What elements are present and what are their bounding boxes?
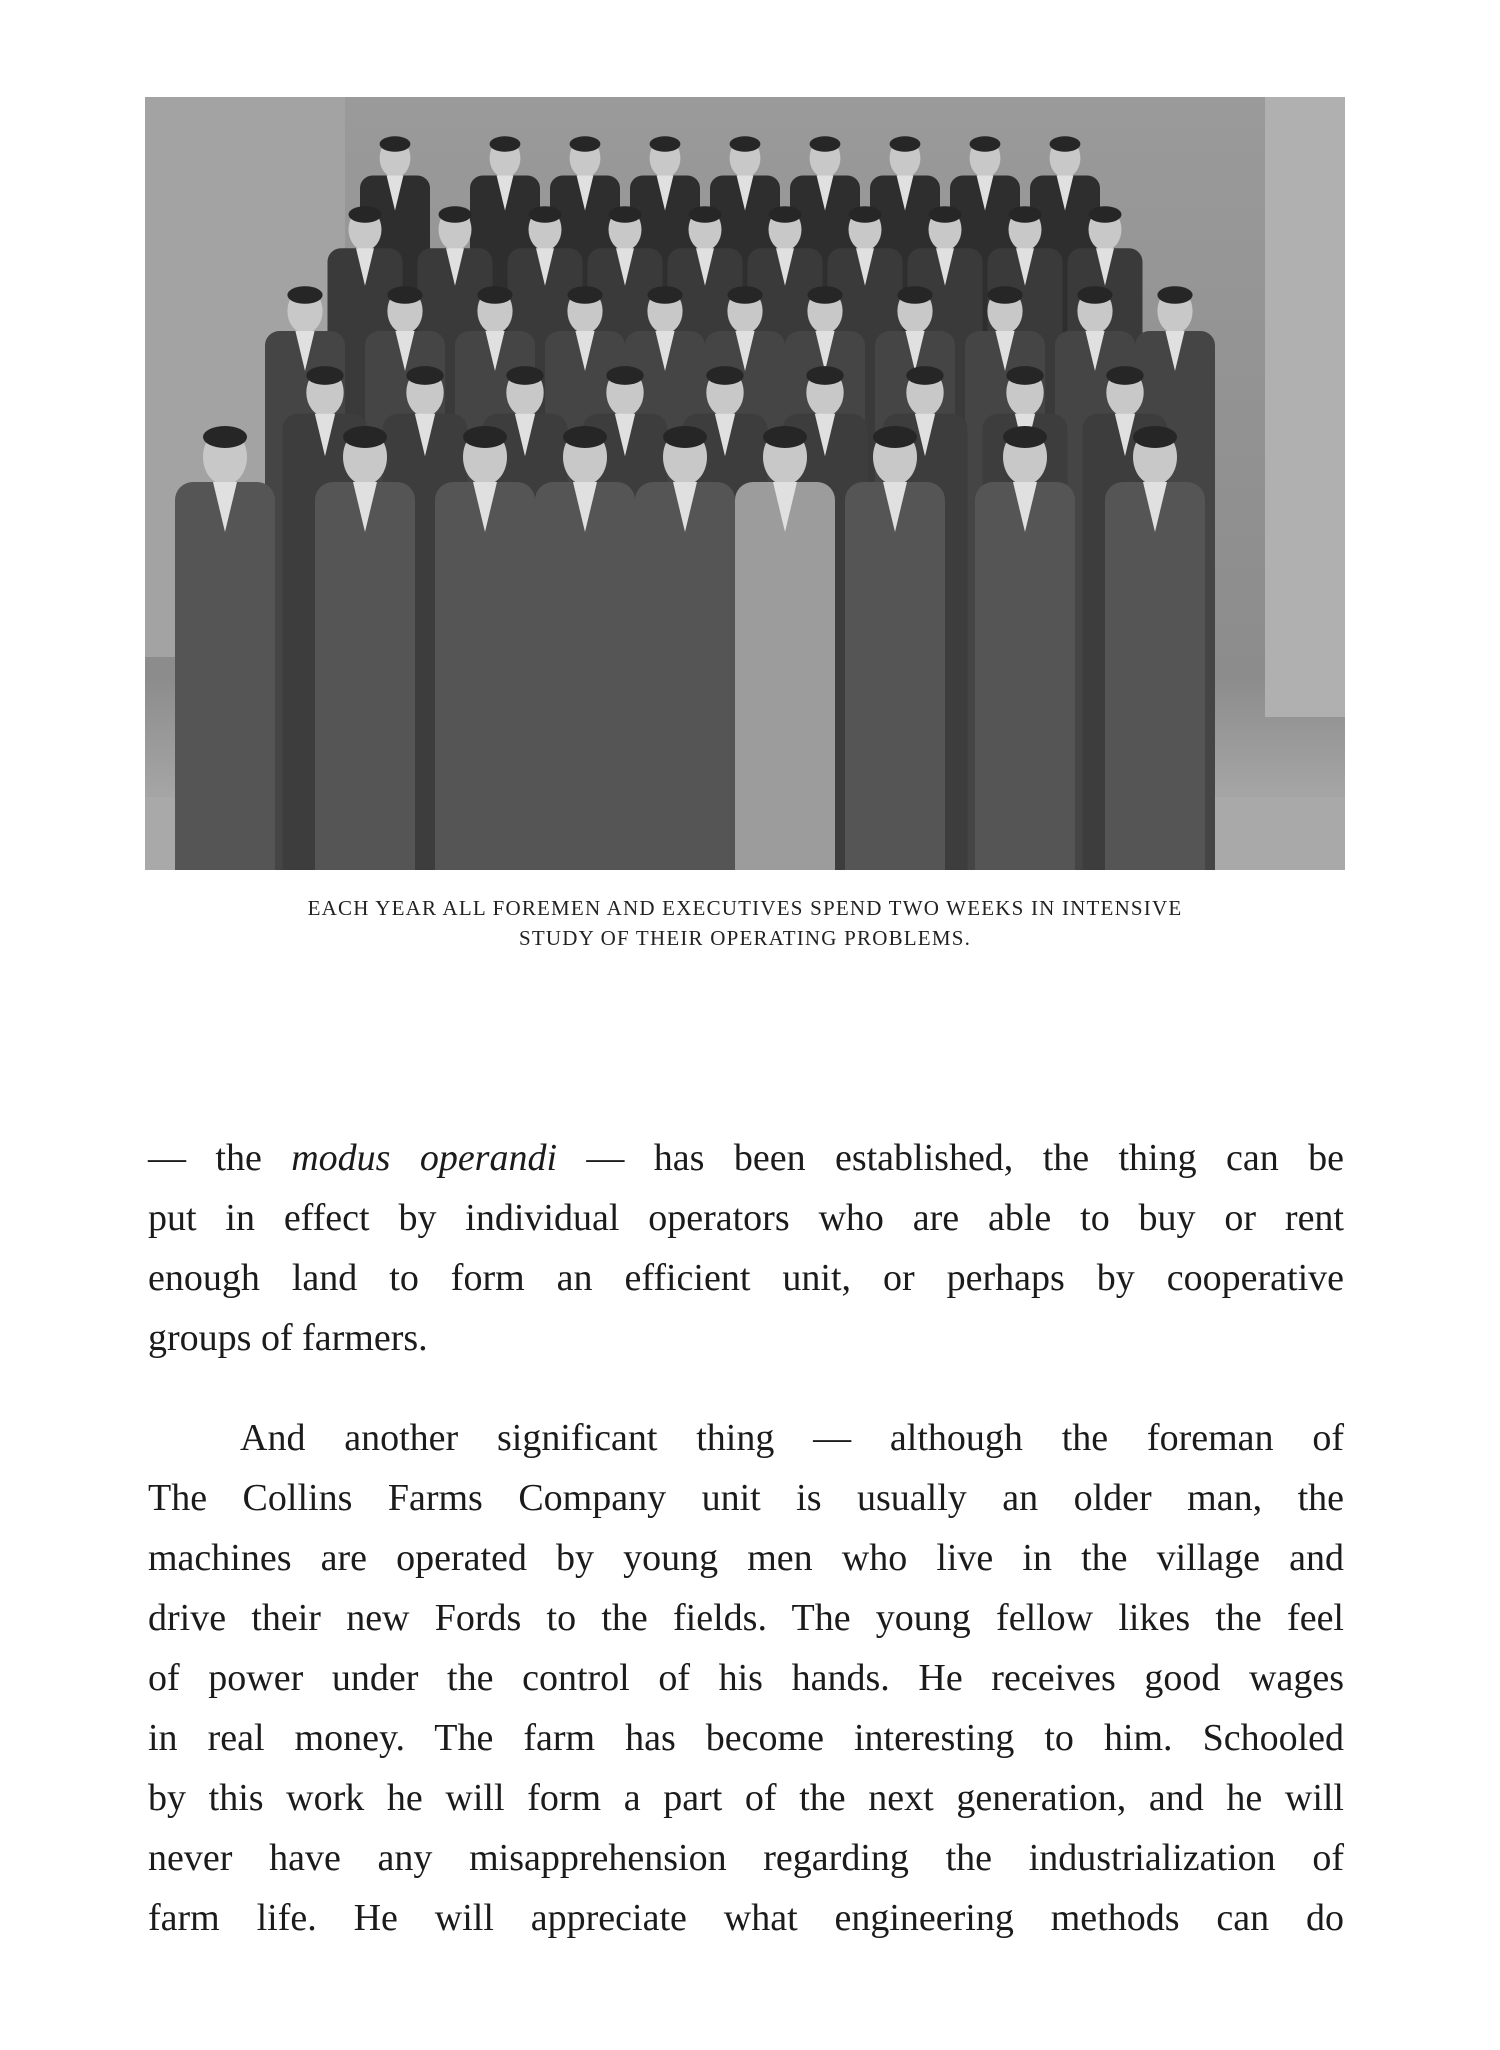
paragraph-1-line-2: put in effect by individual operators who are able to buy or rent: [148, 1197, 1344, 1239]
person-hair: [349, 206, 382, 223]
person-hair: [1006, 366, 1043, 385]
paragraph-1-line-3: enough land to form an efficient unit, or perhaps by cooperative: [148, 1257, 1344, 1299]
person-hair: [647, 286, 682, 304]
person-hair: [563, 426, 607, 448]
person-hair: [1050, 136, 1081, 151]
person-hair: [1009, 206, 1042, 223]
text-segment: — has been established, the thing can be: [557, 1137, 1344, 1179]
person-hair: [380, 136, 411, 151]
person-hair: [807, 286, 842, 304]
person-hair: [306, 366, 343, 385]
person-hair: [987, 286, 1022, 304]
person-hair: [806, 366, 843, 385]
person-hair: [490, 136, 521, 151]
person-hair: [606, 366, 643, 385]
person-hair: [1106, 366, 1143, 385]
person-hair: [663, 426, 707, 448]
caption-line-1: EACH YEAR ALL FOREMEN AND EXECUTIVES SPEND TWO WEEKS IN INTENSIVE: [307, 896, 1183, 920]
person-hair: [203, 426, 247, 448]
paragraph-2-line-5: of power under the control of his hands. He receives good wages: [148, 1657, 1344, 1699]
person-hair: [906, 366, 943, 385]
person-body: [535, 482, 635, 870]
paragraph-1-line-1: [148, 1135, 1344, 1181]
person-hair: [529, 206, 562, 223]
caption-line-2: STUDY OF THEIR OPERATING PROBLEMS.: [518, 926, 972, 950]
person-hair: [387, 286, 422, 304]
person-hair: [287, 286, 322, 304]
italic-phrase: modus operandi: [291, 1137, 558, 1179]
person-hair: [1133, 426, 1177, 448]
person-body: [1105, 482, 1205, 870]
person-hair: [1077, 286, 1112, 304]
person-hair: [873, 426, 917, 448]
person-hair: [650, 136, 681, 151]
photo-caption: [140, 893, 1350, 953]
person-hair: [1003, 426, 1047, 448]
person-hair: [929, 206, 962, 223]
person-hair: [897, 286, 932, 304]
paragraph-2-line-6: in real money. The farm has become interesting to him. Schooled: [148, 1717, 1344, 1759]
person-hair: [506, 366, 543, 385]
photo-wall-right: [1265, 97, 1345, 717]
person-body: [315, 482, 415, 870]
paragraph-2-line-4: drive their new Fords to the fields. The young fellow likes the feel: [148, 1597, 1344, 1639]
person-hair: [1157, 286, 1192, 304]
person-hair: [609, 206, 642, 223]
person-hair: [890, 136, 921, 151]
paragraph-2-line-8: never have any misapprehension regarding the industrialization of: [148, 1837, 1344, 1879]
text-segment: — the: [148, 1137, 292, 1179]
group-photo: [145, 97, 1345, 870]
person-hair: [769, 206, 802, 223]
person-hair: [1089, 206, 1122, 223]
person-hair: [730, 136, 761, 151]
person-body: [635, 482, 735, 870]
person-hair: [849, 206, 882, 223]
person-body: [845, 482, 945, 870]
person-hair: [477, 286, 512, 304]
person-hair: [343, 426, 387, 448]
person-body: [435, 482, 535, 870]
person-hair: [406, 366, 443, 385]
paragraph-2-line-3: machines are operated by young men who live in the village and: [148, 1537, 1344, 1579]
person-hair: [463, 426, 507, 448]
person-hair: [970, 136, 1001, 151]
person-body: [175, 482, 275, 870]
person-hair: [706, 366, 743, 385]
paragraph-2-line-7: by this work he will form a part of the next generation, and he will: [148, 1777, 1344, 1819]
person-hair: [810, 136, 841, 151]
person-hair: [567, 286, 602, 304]
person-body: [735, 482, 835, 870]
paragraph-1-line-4: groups of farmers.: [148, 1317, 428, 1359]
person-body: [975, 482, 1075, 870]
person-hair: [727, 286, 762, 304]
paragraph-2-line-9: farm life. He will appreciate what engineering methods can do: [148, 1897, 1344, 1939]
person-hair: [763, 426, 807, 448]
paragraph-2-line-1: And another significant thing — although the foreman of: [240, 1417, 1344, 1459]
person-hair: [570, 136, 601, 151]
person-hair: [439, 206, 472, 223]
group-photo-image: [145, 97, 1345, 870]
person-hair: [689, 206, 722, 223]
paragraph-2-line-2: The Collins Farms Company unit is usually an older man, the: [148, 1477, 1344, 1519]
